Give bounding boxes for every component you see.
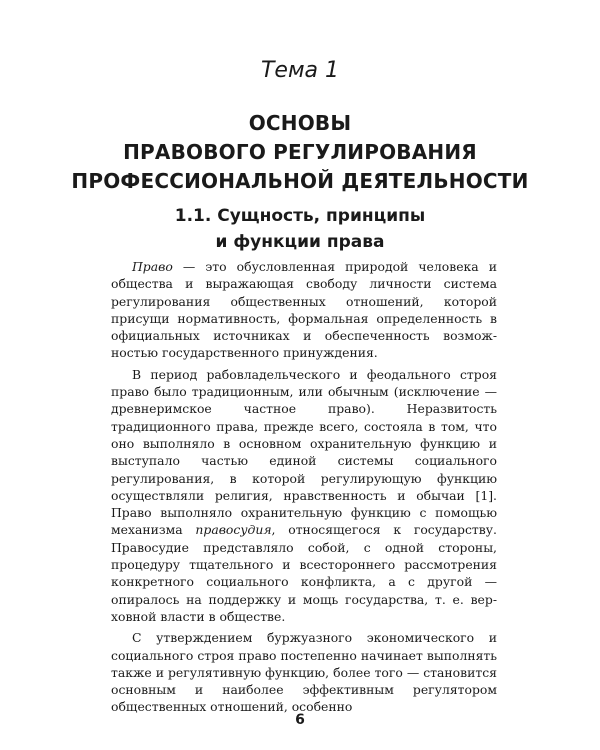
paragraph-bourgeois xyxy=(111,629,497,715)
term-pravo: Право xyxy=(132,259,173,274)
topic-label: Тема 1 xyxy=(260,58,340,83)
paragraph-text: С утверждением буржуазного экономического и социального строя право постепенно начинает выполнять также и регулятивную функцию, более того — становится основным и наиболее эффективным регулятором общественных отношений, особенно xyxy=(111,630,497,715)
section-title-line: и функции права xyxy=(215,232,385,252)
section-title-line: 1.1. Сущность, принципы xyxy=(174,206,426,226)
paragraph-definition xyxy=(111,258,497,362)
chapter-title-line: ПРОФЕССИОНАЛЬНОЙ ДЕЯТЕЛЬНОСТИ xyxy=(71,169,529,193)
section-title xyxy=(0,203,600,255)
chapter-title xyxy=(0,109,600,196)
term-pravosudie: правосудия xyxy=(195,522,272,538)
paragraph-text: , относящегося к государству. Правосудие представляло собой, с одной стороны, процедуру тщательного и всестороннего рассмотрения конкретного социального конфликта, а с другой — опиралось на поддержку и мощь государства, т. е. верховной власти в обществе. xyxy=(111,522,497,624)
paragraph-history xyxy=(111,366,497,625)
paragraph-text: В период рабовладельческого и феодального строя право было традиционным, или обычным (исключение — древнеримское частное право). Неразвитость традиционного права, прежде всего, состояла в том, что оно выполняло в основном охранительную функцию и выступало частью единой системы социального регулирования, в которой регулирующую функцию осуществляли религия, нравственность и обычаи [1]. Право выполняло охранительную функцию с помощью механизма xyxy=(111,366,497,538)
chapter-title-line: ОСНОВЫ xyxy=(248,111,352,135)
paragraph-text: — это обусловленная природой человека и общества и выражающая свободу личности система регулирования общественных отношений, которой присущи нормативность, формальная определенность в официальных источниках и обеспеченность возможностью государственного принуждения. xyxy=(111,259,497,361)
chapter-title-line: ПРАВОВОГО РЕГУЛИРОВАНИЯ xyxy=(123,140,477,164)
page-number: 6 xyxy=(295,712,305,728)
body-text xyxy=(111,258,497,716)
